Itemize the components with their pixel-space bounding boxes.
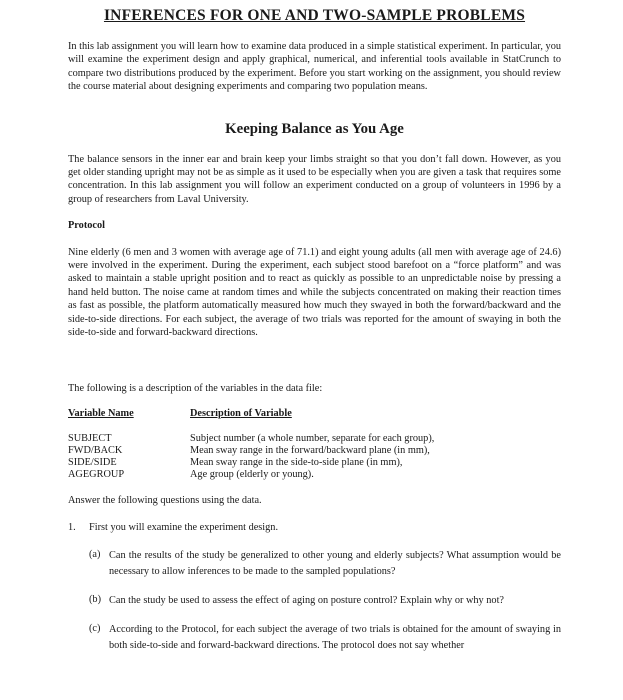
variable-description-cell: Mean sway range in the forward/backward plane (in mm), [190, 445, 430, 457]
variable-description-cell: Subject number (a whole number, separate for each group), [190, 433, 435, 445]
protocol-paragraph: Nine elderly (6 men and 3 women with average age of 71.1) and eight young adults (all men with average age of 24.6) were involved in the experiment. During the experiment, each subject stood barefoot on a “force platform” and was asked to maintain a stable upright position and to react as quickly as possible to an unpredictable noise by pressing a hand held button. The noise came at random times and while the subjects concentrated on making their reaction times as fast as possible, the platform automatically measured how much they swayed in both the forward/backward and the side-to-side directions. For each subject, the average of two trials was reported for the amount of swaying in both the side-to-side and forward-backward directions. [68, 246, 561, 339]
question-1 [68, 521, 561, 534]
variable-description-cell: Mean sway range in the side-to-side plane (in mm), [190, 457, 403, 469]
variable-name-cell: SUBJECT [68, 433, 112, 445]
balance-paragraph: The balance sensors in the inner ear and brain keep your limbs straight so that you don’t fall down. However, as you get older standing upright may not be as simple as it used to be especially when you are given a task that requires some concentration. In this lab assignment you will follow an experiment conducted on a group of volunteers in 1996 by a group of researchers from Laval University. [68, 153, 561, 205]
question-1a [89, 548, 561, 580]
variable-name-cell: AGEGROUP [68, 469, 125, 481]
protocol-heading: Protocol [68, 220, 105, 232]
variable-name-cell: SIDE/SIDE [68, 457, 117, 469]
question-1a-label: (a) [89, 549, 101, 561]
question-1c [89, 622, 561, 654]
variables-table [68, 407, 561, 481]
section-title: Keeping Balance as You Age [225, 120, 404, 137]
question-1b-text: Can the study be used to assess the effect of aging on posture control? Explain why or why not? [109, 595, 505, 607]
variable-name-cell: FWD/BACK [68, 445, 123, 457]
question-1b-label: (b) [89, 594, 102, 606]
question-1b [89, 593, 561, 609]
answer-instruction: Answer the following questions using the data. [68, 495, 262, 507]
question-1c-text: According to the Protocol, for each subject the average of two trials is obtained for the amount of swaying in both side-to-side and forward-backward directions. The protocol does not say whether [109, 624, 561, 652]
variable-name-header: Variable Name [68, 407, 134, 419]
variable-description-cell: Age group (elderly or young). [190, 469, 314, 481]
question-1c-label: (c) [89, 623, 101, 635]
question-1-text: First you will examine the experiment design. [89, 521, 279, 533]
question-1-number: 1. [68, 521, 76, 533]
page-title: INFERENCES FOR ONE AND TWO-SAMPLE PROBLEMS [103, 7, 526, 24]
question-1a-text: Can the results of the study be generalized to other young and elderly subjects? What assumption would be necessary to allow inferences to be made to the sampled populations? [109, 550, 561, 578]
variables-intro: The following is a description of the variables in the data file: [68, 382, 323, 394]
variable-description-header: Description of Variable [190, 407, 292, 419]
intro-paragraph: In this lab assignment you will learn how to examine data produced in a simple statistical experiment. In particular, you will examine the experiment design and apply graphical, numerical, and inferential tools available in StatCrunch to compare two distributions produced by the experiment. Before you start working on the assignment, you should review the course material about designing experiments and comparing two population means. [68, 41, 561, 93]
